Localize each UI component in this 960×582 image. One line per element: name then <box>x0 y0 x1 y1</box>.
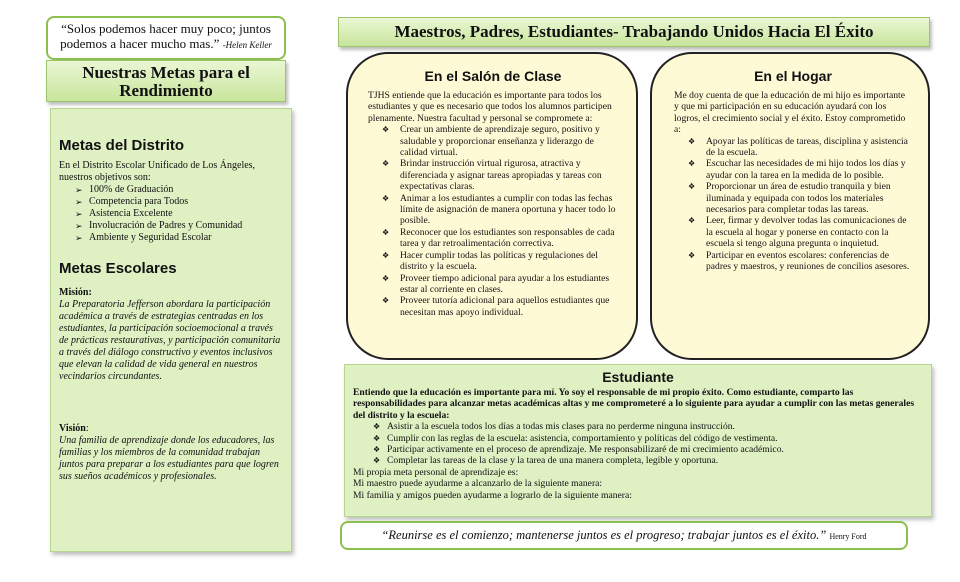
goals-panel <box>50 108 292 552</box>
home-panel <box>650 52 930 360</box>
top-quote-text: “Solos podemos hacer muy poco; juntos podemos a hacer mucho mas.” <box>60 21 271 51</box>
goals-title: Nuestras Metas para el Rendimiento <box>82 63 250 100</box>
list-item: ➢ Involucración de Padres y Comunidad <box>75 220 283 232</box>
classroom-list <box>368 124 618 318</box>
classroom-intro: TJHS entiende que la educación es importante para todos los estudiantes y que es necesario que todos los alumnos participen plenamente. Nuestra facultad y personal se compromete a: <box>368 90 612 124</box>
mission-text: La Preparatoria Jefferson abordara la participación académica a través de estrategias centradas en los estudiantes, la participación socioemocional a través de prácticas restaurativas, y participación comunitaria a través del diálogo constructivo y eventos inclusivos que elevan la calidad de vida general en nuestros vecindarios circundantes. <box>59 299 281 382</box>
bottom-quote-author: Henry Ford <box>829 532 867 541</box>
list-item: ❖ Participar activamente en el proceso de aprendizaje. Me responsabilizaré de mi crecimiento académico. <box>373 444 923 455</box>
vision-text: Una familia de aprendizaje donde los educadores, las familias y los miembros de la comunidad trabajan juntos para preparar a los estudiantes para que logren sus sueños académicos y profesionales. <box>59 435 279 482</box>
classroom-panel <box>346 52 638 360</box>
list-item: ❖ Proporcionar un área de estudio tranquila y bien iluminada y equipada con todos los materiales necesarios para completar todas las tareas. <box>688 181 912 215</box>
list-item: ❖ Proveer tiempo adicional para ayudar a los estudiantes estar al corriente en clases. <box>382 273 618 296</box>
district-goal-list <box>59 184 283 244</box>
list-item: ❖ Reconocer que los estudiantes son responsables de cada tarea y dar retroalimentación correctiva. <box>382 227 618 250</box>
student-intro: Entiendo que la educación es importante para mí. Yo soy el responsable de mi propio éxito. Como estudiante, comparto las responsabilidades para alcanzar metas académicas altas y me comprometeré a lo siguiente para ayudar a cumplir con las metas generales del distrito y la escuela: <box>353 387 915 421</box>
list-item: ❖ Proveer tutoría adicional para aquellos estudiantes que necesitan mas apoyo individual. <box>382 295 618 318</box>
list-item: ❖ Brindar instrucción virtual rigurosa, atractiva y diferenciada y asignar tareas apropiadas y tareas con expectativas claras. <box>382 158 618 192</box>
top-quote-author: -Helen Keller <box>222 40 272 50</box>
vision-colon: : <box>85 423 89 434</box>
list-item: ❖ Participar en eventos escolares: conferencias de padres y maestros, y reuniones de concilios asesores. <box>688 250 912 273</box>
classroom-heading: En el Salón de Clase <box>424 68 562 84</box>
list-item: ❖ Asistir a la escuela todos los días a todas mis clases para no perderme ninguna instrucción. <box>373 421 923 432</box>
home-heading: En el Hogar <box>754 68 832 84</box>
list-item: ❖ Completar las tareas de la clase y la tarea de una manera completa, legible y oportuna. <box>373 455 923 466</box>
main-title-banner <box>338 17 930 47</box>
vision-label: Visión <box>59 423 86 434</box>
home-intro: Me doy cuenta de que la educación de mi hijo es importante y que mi participación en su educación ayudará con los logros, el crecimiento social y el éxito. Estoy comprometido a: <box>674 90 906 136</box>
list-item: ➢ Asistencia Excelente <box>75 208 283 220</box>
student-goal-line: Mi propia meta personal de aprendizaje es: <box>353 466 519 478</box>
student-panel <box>344 364 932 517</box>
main-title: Maestros, Padres, Estudiantes- Trabajando Unidos Hacia El Éxito <box>394 22 874 41</box>
list-item: ➢ Competencia para Todos <box>75 196 283 208</box>
mission-label: Misión: <box>59 287 92 298</box>
bottom-quote-box <box>340 521 908 550</box>
top-quote-box <box>46 16 286 60</box>
home-list <box>674 136 912 273</box>
goals-title-banner <box>46 60 286 102</box>
school-heading: Metas Escolares <box>59 260 177 277</box>
list-item: ❖ Apoyar las políticas de tareas, disciplina y asistencia de la escuela. <box>688 136 912 159</box>
student-list <box>353 421 923 467</box>
student-heading: Estudiante <box>602 369 674 385</box>
list-item: ➢ 100% de Graduación <box>75 184 283 196</box>
district-heading: Metas del Distrito <box>59 137 185 154</box>
bottom-quote-text: “Reunirse es el comienzo; mantenerse juntos es el progreso; trabajar juntos es el éxito.” <box>381 528 827 542</box>
list-item: ❖ Escuchar las necesidades de mi hijo todos los días y ayudar con la tarea en la medida de lo posible. <box>688 158 912 181</box>
district-intro: En el Distrito Escolar Unificado de Los Ángeles, nuestros objetivos son: <box>59 160 256 183</box>
list-item: ❖ Animar a los estudiantes a cumplir con todas las fechas límite de asignación de manera oportuna y hacer todo lo posible. <box>382 193 618 227</box>
list-item: ❖ Cumplir con las reglas de la escuela: asistencia, comportamiento y políticas del código de vestimenta. <box>373 433 923 444</box>
family-help-line: Mi familia y amigos pueden ayudarme a lograrlo de la siguiente manera: <box>353 489 632 501</box>
list-item: ❖ Leer, firmar y devolver todas las comunicaciones de la escuela al hogar y ponerse en contacto con la escuela si tengo alguna pregunta o inquietud. <box>688 215 912 249</box>
list-item: ➢ Ambiente y Seguridad Escolar <box>75 232 283 244</box>
teacher-help-line: Mi maestro puede ayudarme a alcanzarlo de la siguiente manera: <box>353 478 603 490</box>
list-item: ❖ Crear un ambiente de aprendizaje seguro, positivo y saludable y proporcionar enseñanza y liderazgo de calidad virtual. <box>382 124 618 158</box>
vision-label-line <box>59 423 283 435</box>
list-item: ❖ Hacer cumplir todas las políticas y regulaciones del distrito y la escuela. <box>382 250 618 273</box>
